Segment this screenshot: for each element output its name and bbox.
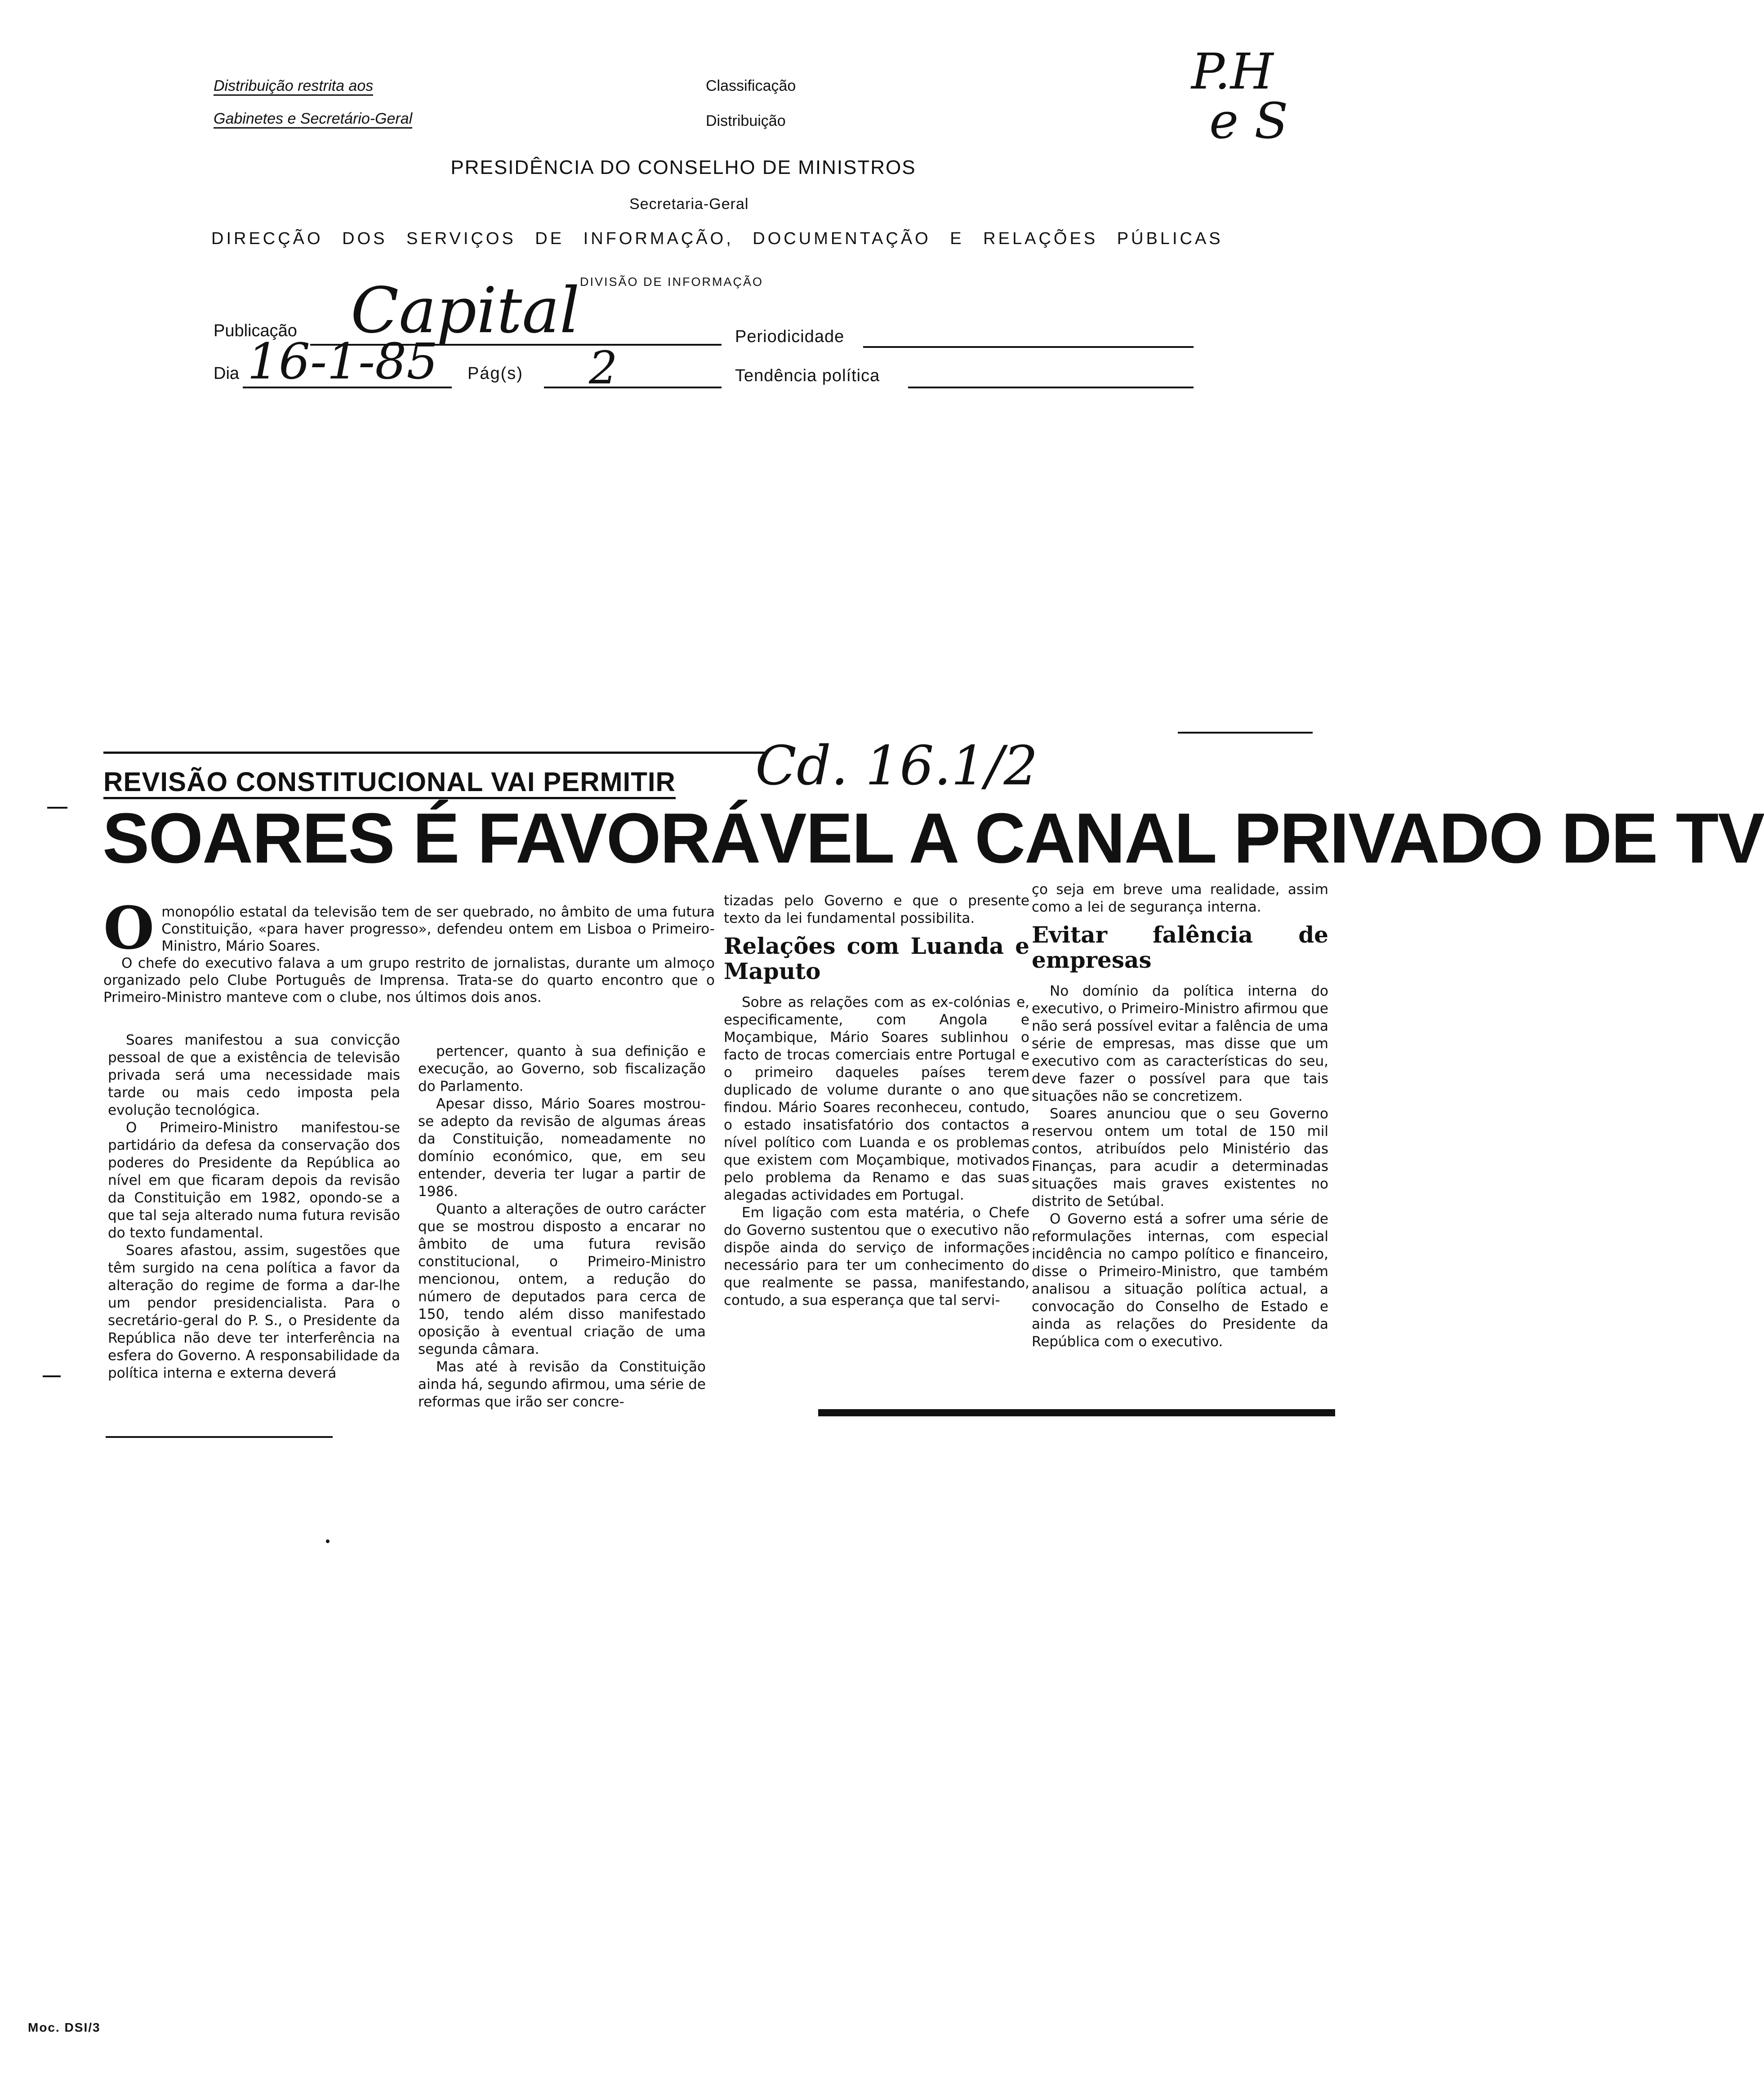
- clipping-top-rule: [103, 752, 764, 754]
- paragraph: ço seja em breve uma realidade, assim como a lei de segurança interna.: [1032, 881, 1328, 915]
- tendency-label: Tendência política: [735, 366, 880, 385]
- day-value: 16-1-85: [247, 333, 438, 390]
- day-label: Dia: [214, 364, 240, 383]
- article-lead: O monopólio estatal da televisão tem de ser quebrado, no âmbito de uma futura Constituição, «para haver progresso», defendeu ontem em Lisboa o Primeiro-Ministro, Mário Soares. O chefe do executivo falava a um grupo restrito de jornalistas, durante um almoço organizado pelo Clube Português de Imprensa. Trata-se do quarto encontro que o Primeiro-Ministro manteve com o clube, nos últimos dois anos.: [103, 894, 715, 1006]
- article-column-1: [108, 1032, 400, 1382]
- pages-label: Pág(s): [468, 364, 523, 383]
- clipping-bottom-rule-left: [106, 1436, 333, 1438]
- handwritten-clipping-ref: Cd. 16.1/2: [755, 735, 1038, 797]
- clipping-top-rule-right: [1178, 732, 1313, 734]
- restriction-line-1: Distribuição restrita aos: [214, 77, 373, 95]
- paragraph: Soares anunciou que o seu Governo reservou ontem um total de 150 mil contos, atribuídos pelo Ministério das Finanças, para acudir a determinadas situações mais graves existentes no distrito de Setúbal.: [1032, 1106, 1328, 1210]
- handwritten-corner-bottom: e S: [1209, 92, 1288, 150]
- drop-cap: O: [103, 894, 155, 962]
- subheading-bankruptcy: Evitar falência de empresas: [1032, 921, 1328, 973]
- org-title: PRESIDÊNCIA DO CONSELHO DE MINISTROS: [450, 156, 916, 178]
- directorate: DIRECÇÃO DOS SERVIÇOS DE INFORMAÇÃO, DOCUMENTAÇÃO E RELAÇÕES PÚBLICAS: [211, 229, 1223, 248]
- division: DIVISÃO DE INFORMAÇÃO: [580, 275, 764, 289]
- paragraph: pertencer, quanto à sua definição e execução, ao Governo, sob fiscalização do Parlamento.: [418, 1043, 706, 1094]
- handwritten-corner-top: P.H: [1191, 43, 1274, 100]
- org-subtitle: Secretaria-Geral: [629, 196, 749, 213]
- periodicity-field-line: [863, 346, 1194, 348]
- pages-value: 2: [589, 342, 618, 394]
- article-column-4: [1032, 881, 1328, 1351]
- classification-label: Classificação: [706, 77, 796, 94]
- scan-speck: [326, 1539, 330, 1543]
- publication-value: Capital: [351, 274, 580, 347]
- scan-margin-mark: [47, 807, 67, 809]
- paragraph: Soares manifestou a sua convicção pessoal de que a existência de televisão privada será uma necessidade mais tarde ou mais cedo imposta pela evolução tecnológica.: [108, 1032, 400, 1118]
- publication-label: Publicação: [214, 321, 297, 340]
- paragraph: O Primeiro-Ministro manifestou-se partidário da defesa da conservação dos poderes do Presidente da República ao nível em que ficaram depois da revisão da Constituição em 1982, opondo-se a que tal seja alterado numa futura revisão do texto fundamental.: [108, 1120, 400, 1241]
- paragraph: Quanto a alterações de outro carácter que se mostrou disposto a encarar no âmbito de uma futura revisão constitucional, o Primeiro-Ministro mencionou, ontem, a redução do número de deputados para cerca de 150, tendo além disso manifestado oposição à eventual criação de uma segunda câmara.: [418, 1201, 706, 1357]
- paragraph: Sobre as relações com as ex-colónias e, especificamente, com Angola e Moçambique, Mário Soares sublinhou o facto de trocas comerciais entre Portugal e o primeiro daqueles países terem duplicado de volume durante o ano que findou. Mário Soares reconheceu, contudo, o estado insatisfatório dos contactos a nível político com Luanda e os problemas que existem com Moçambique, motivados pelo problema da Renamo e das suas alegadas actividades em Portugal.: [724, 994, 1029, 1203]
- periodicity-label: Periodicidade: [735, 327, 845, 346]
- paragraph: Apesar disso, Mário Soares mostrou-se adepto da revisão de algumas áreas da Constituição, nomeadamente no domínio económico, que, em seu entender, deveria ter lugar a partir de 1986.: [418, 1096, 706, 1200]
- clipping-bottom-rule: [818, 1409, 1335, 1416]
- paragraph: O Governo está a sofrer uma série de reformulações internas, com especial incidência no campo político e financeiro, disse o Primeiro-Ministro, que também analisou a situação política actual, a convocação do Conselho de Estado e ainda as relações do Presidente da República com o executivo.: [1032, 1211, 1328, 1350]
- article-kicker: REVISÃO CONSTITUCIONAL VAI PERMITIR: [103, 766, 676, 797]
- article-headline: SOARES É FAVORÁVEL A CANAL PRIVADO DE TV: [102, 799, 1764, 878]
- paragraph: tizadas pelo Governo e que o presente texto da lei fundamental possibilita.: [724, 893, 1029, 926]
- article-column-2: [418, 1043, 706, 1411]
- scan-margin-mark: [43, 1375, 61, 1377]
- paragraph: Soares afastou, assim, sugestões que têm surgido na cena política a favor da alteração do regime de forma a dar-lhe um pendor presidencialista. Para o secretário-geral do P. S., o Presidente da República não deve ter interferência na esfera do Governo. A responsabilidade da política interna e externa deverá: [108, 1242, 400, 1381]
- footer-form-code: Moc. DSI/3: [28, 2020, 101, 2034]
- article-column-3: [724, 892, 1029, 1309]
- pages-field-line: [544, 387, 722, 388]
- subheading-relations: Relações com Luanda e Maputo: [724, 933, 1029, 984]
- paragraph: Em ligação com esta matéria, o Chefe do Governo sustentou que o executivo não dispõe ainda do serviço de informações necessário para ter um conhecimento do que realmente se passa, manifestando, contudo, a sua esperança que tal servi-: [724, 1205, 1029, 1308]
- paragraph: Mas até à revisão da Constituição ainda há, segundo afirmou, uma série de reformas que irão ser concre-: [418, 1359, 706, 1410]
- paragraph: No domínio da política interna do executivo, o Primeiro-Ministro afirmou que não será possível evitar a falência de uma série de empresas, mas disse que um executivo com as características do seu, deve fazer o possível para que tais situações não se concretizem.: [1032, 983, 1328, 1104]
- tendency-field-line: [908, 387, 1194, 388]
- restriction-line-2: Gabinetes e Secretário-Geral: [214, 110, 412, 128]
- distribution-label: Distribuição: [706, 112, 786, 129]
